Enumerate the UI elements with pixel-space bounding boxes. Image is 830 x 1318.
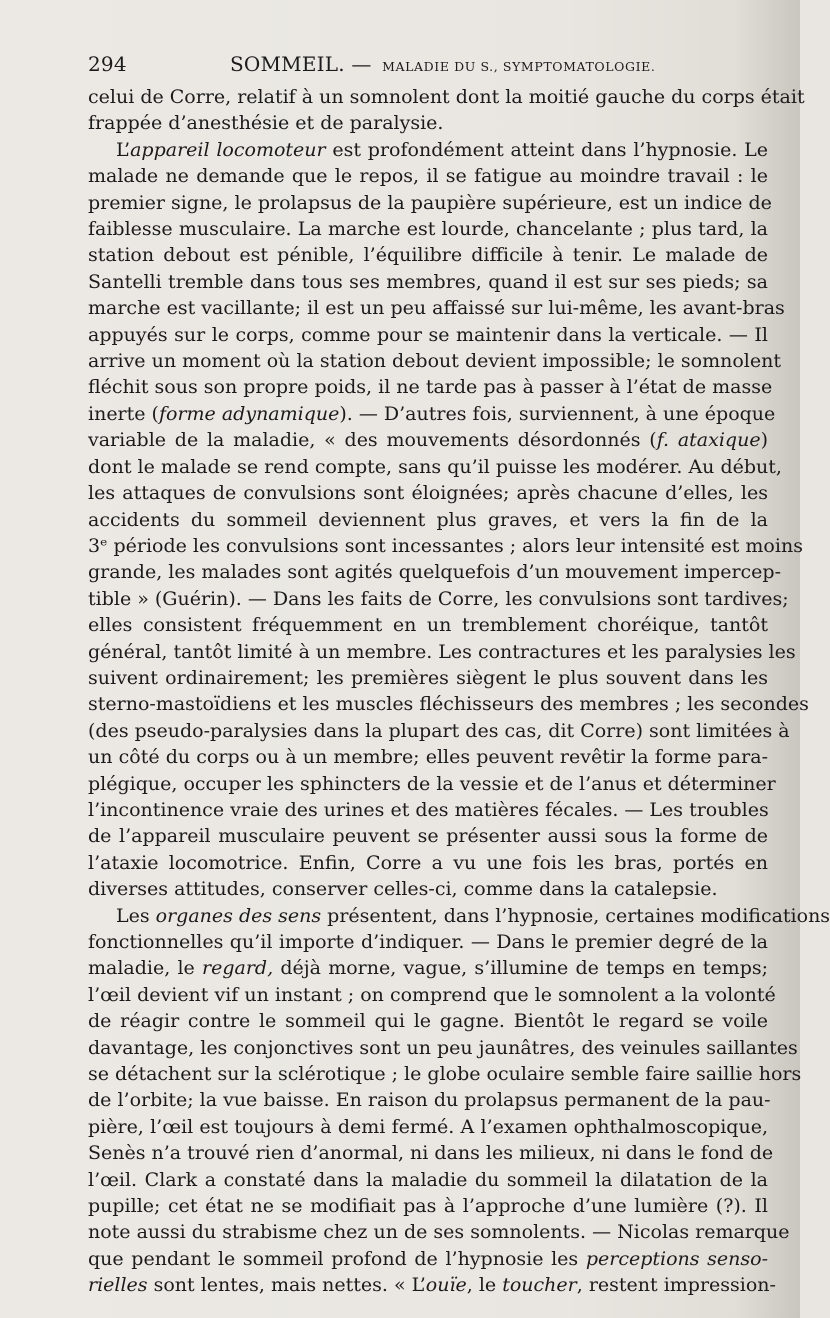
text-fragment: variable de la maladie, « des mouvements désordonnés ( [88, 429, 657, 452]
text-line: les attaques de convulsions sont éloignées; après chacune d’elles, les [88, 482, 768, 505]
page-header [88, 52, 768, 78]
text-line: premier signe, le prolapsus de la paupière supérieure, est un indice de [88, 191, 772, 214]
text-line: dont le malade se rend compte, sans qu’il puisse les modérer. Au début, [88, 455, 782, 478]
text-line: sterno-mastoïdiens et les muscles fléchisseurs des membres ; les secondes [88, 693, 809, 716]
text-line: de l’orbite; la vue baisse. En raison du prolapsus permanent de la pau- [88, 1089, 771, 1112]
text-line: plégique, occuper les sphincters de la vessie et de l’anus et déterminer [88, 772, 776, 795]
running-head-title: SOMMEIL. [230, 52, 345, 76]
text-line [88, 1272, 776, 1298]
text-line: appuyés sur le corps, comme pour se maintenir dans la verticale. — Il [88, 323, 768, 346]
text-line: de l’appareil musculaire peuvent se présenter aussi sous la forme de [88, 825, 768, 848]
text-line: Santelli tremble dans tous ses membres, quand il est sur ses pieds; sa [88, 270, 768, 293]
text-fragment: déjà morne, vague, s’illumine de temps en temps; [273, 957, 769, 980]
text-fragment: que pendant le sommeil profond de l’hypnosie les [88, 1247, 586, 1270]
text-line: un côté du corps ou à un membre; elles peuvent revêtir la forme para- [88, 746, 768, 769]
text-line: tible » (Guérin). — Dans les faits de Corre, les convulsions sont tardives; [88, 587, 789, 610]
italic-term: rielles [88, 1274, 148, 1297]
text-line: malade ne demande que le repos, il se fatigue au moindre travail : le [88, 165, 768, 188]
text-line [88, 903, 830, 929]
text-line: accidents du sommeil deviennent plus graves, et vers la fin de la [88, 508, 768, 531]
italic-term: organes des sens [155, 904, 322, 927]
text-line: elles consistent fréquemment en un tremblement choréique, tantôt [88, 614, 768, 637]
text-line [88, 955, 768, 981]
text-line: frappée d’anesthésie et de paralysie. [88, 112, 444, 135]
text-line: pupille; cet état ne se modifiait pas à l’approche d’une lumière (?). Il [88, 1195, 768, 1218]
italic-term: f. ataxique [656, 429, 761, 452]
running-head [230, 52, 655, 76]
text-fragment: maladie, le [88, 957, 203, 980]
text-line: l’œil. Clark a constaté dans la maladie du sommeil la dilatation de la [88, 1168, 768, 1191]
text-line: note aussi du strabisme chez un de ses somnolents. — Nicolas remarque [88, 1221, 790, 1244]
text-line [88, 137, 768, 163]
text-line: Senès n’a trouvé rien d’anormal, ni dans les milieux, ni dans le fond de [88, 1142, 774, 1165]
text-line [88, 401, 776, 427]
italic-term: forme adynamique [158, 402, 340, 425]
text-fragment: , le [466, 1274, 503, 1297]
text-line: l’incontinence vraie des urines et des matières fécales. — Les troubles [88, 798, 769, 821]
text-line: suivent ordinairement; les premières siègent le plus souvent dans les [88, 666, 768, 689]
italic-term: appareil locomoteur [130, 138, 326, 161]
text-line: fléchit sous son propre poids, il ne tarde pas à passer à l’état de masse [88, 376, 773, 399]
text-line: pière, l’œil est toujours à demi fermé. A l’examen ophthalmoscopique, [88, 1115, 768, 1138]
text-fragment: présentent, dans l’hypnosie, certaines modifications [321, 904, 830, 927]
text-fragment: est profondément atteint dans l’hypnosie. Le [325, 138, 769, 161]
text-line: station debout est pénible, l’équilibre difficile à tenir. Le malade de [88, 244, 768, 267]
text-line: 3ᵉ période les convulsions sont incessantes ; alors leur intensité est moins [88, 534, 803, 557]
italic-term: ouïe [425, 1274, 467, 1297]
text-line: arrive un moment où la station debout devient impossible; le somnolent [88, 350, 781, 373]
text-fragment: inerte ( [88, 402, 159, 425]
italic-term: toucher [502, 1274, 577, 1297]
running-head-dash: — [351, 52, 372, 76]
text-fragment: Les [116, 904, 156, 927]
page-number: 294 [88, 52, 127, 76]
text-line [88, 1246, 768, 1272]
text-line: l’ataxie locomotrice. Enfin, Corre a vu une fois les bras, portés en [88, 851, 768, 874]
text-fragment: ). — D’autres fois, surviennent, à une époque [339, 402, 776, 425]
body-text [88, 84, 830, 1299]
italic-term: perceptions senso- [585, 1247, 768, 1270]
text-line: l’œil devient vif un instant ; on comprend que le somnolent a la volonté [88, 983, 776, 1006]
text-fragment: ) [760, 429, 768, 452]
text-line: de réagir contre le sommeil qui le gagne. Bientôt le regard se voile [88, 1010, 768, 1033]
text-line: fonctionnelles qu’il importe d’indiquer. — Dans le premier degré de la [88, 931, 768, 953]
text-line: diverses attitudes, conserver celles-ci, comme dans la catalepsie. [88, 878, 718, 901]
text-line [88, 427, 768, 453]
text-line: celui de Corre, relatif à un somnolent dont la moitié gauche du corps était [88, 86, 805, 108]
text-fragment: L’ [116, 138, 131, 161]
text-fragment: , restent impression- [576, 1274, 776, 1297]
running-head-subtitle: MALADIE DU S., SYMPTOMATOLOGIE. [382, 59, 656, 74]
text-line: davantage, les conjonctives sont un peu jaunâtres, des veinules saillantes [88, 1036, 798, 1059]
text-line: grande, les malades sont agités quelquefois d’un mouvement impercep- [88, 561, 781, 584]
italic-term: regard, [202, 957, 274, 980]
text-line: général, tantôt limité à un membre. Les contractures et les paralysies les [88, 640, 796, 663]
text-line: faiblesse musculaire. La marche est lourde, chancelante ; plus tard, la [88, 218, 768, 241]
text-fragment: sont lentes, mais nettes. « L’ [147, 1274, 426, 1297]
text-line: (des pseudo-paralysies dans la plupart des cas, dit Corre) sont limitées à [88, 719, 790, 742]
text-line: se détachent sur la sclérotique ; le globe oculaire semble faire saillie hors [88, 1063, 802, 1086]
text-line: marche est vacillante; il est un peu affaissé sur lui-même, les avant-bras [88, 297, 785, 320]
